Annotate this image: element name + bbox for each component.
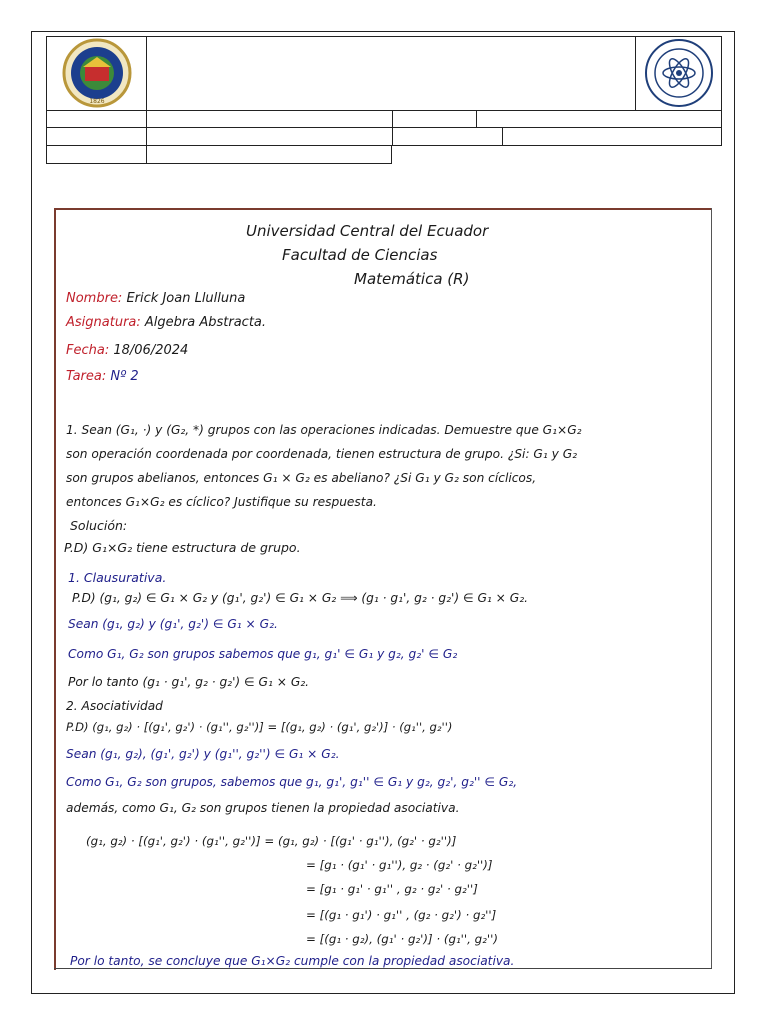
faculty-seal-icon (636, 37, 722, 110)
equation-line: = [g₁ · (g₁' · g₁''), g₂ · (g₂' · g₂'')] (306, 858, 493, 872)
solution-line: Como G₁, G₂ son grupos sabemos que g₁, g₁' ∈ G₁ y g₂, g₂' ∈ G₂ (68, 647, 458, 661)
name-label: Nombre: (66, 291, 123, 306)
heading-faculty: Facultad de Ciencias (282, 246, 438, 264)
problem-statement-line: son grupos abelianos, entonces G₁ × G₂ es abeliano? ¿Si G₁ y G₂ son cíclicos, (66, 471, 537, 485)
header-cell (393, 110, 477, 127)
notebook-margin-line (54, 208, 56, 970)
conclusion-line: Por lo tanto, se concluye que G₁×G₂ cumple con la propiedad asociativa. (70, 954, 515, 968)
equation-line: = [(g₁ · g₂), (g₁' · g₂')] · (g₁'', g₂'') (306, 932, 498, 946)
problem-statement-line: entonces G₁×G₂ es cíclico? Justifique su respuesta. (66, 495, 377, 509)
section-closure-title: 1. Clausurativa. (68, 570, 167, 585)
header-title-cell (147, 37, 635, 110)
header-right-logo-cell (635, 37, 721, 110)
equation-line: = [(g₁ · g₁') · g₁'' , (g₂ · g₂') · g₂''] (306, 908, 497, 922)
solution-line: Como G₁, G₂ son grupos, sabemos que g₁, g₁', g₁'' ∈ G₁ y g₂, g₂', g₂'' ∈ G₂, (66, 775, 518, 789)
heading-university: Universidad Central del Ecuador (246, 222, 489, 240)
solution-line: P.D) (g₁, g₂) · [(g₁', g₂') · (g₁'', g₂'')] = [(g₁, g₂) · (g₁', g₂')] · (g₁'', g₂'') (66, 720, 453, 734)
university-seal-icon (47, 37, 147, 110)
header-row-3 (46, 146, 392, 164)
header-cell (47, 110, 147, 127)
header-row-1 (46, 110, 722, 128)
solution-label: Solución: (70, 518, 128, 533)
homework-line (66, 370, 139, 383)
header-row-2 (46, 128, 722, 146)
header-cell (147, 128, 393, 145)
header-cell (393, 128, 503, 145)
header-cell (147, 110, 393, 127)
date-line (66, 344, 188, 357)
document-header (46, 36, 722, 166)
solution-line: Por lo tanto (g₁ · g₁', g₂ · g₂') ∈ G₁ × G₂. (68, 675, 310, 689)
name-value: Erick Joan Llulluna (126, 291, 246, 306)
solution-line: Sean (g₁, g₂) y (g₁', g₂') ∈ G₁ × G₂. (68, 617, 278, 631)
header-logo-row (46, 36, 722, 111)
homework-label: Tarea: (66, 369, 107, 384)
date-value: 18/06/2024 (113, 343, 189, 358)
solution-line: además, como G₁, G₂ son grupos tienen la propiedad asociativa. (66, 801, 460, 815)
header-left-logo-cell (47, 37, 147, 110)
problem-statement-line: son operación coordenada por coordenada, tienen estructura de grupo. ¿Si: G₁ y G₂ (66, 447, 578, 461)
solution-line: P.D) G₁×G₂ tiene estructura de grupo. (64, 540, 301, 555)
subject-value: Algebra Abstracta. (144, 315, 267, 330)
equation-line: = [g₁ · g₁' · g₁'' , g₂ · g₂' · g₂''] (306, 882, 478, 896)
equation-line: (g₁, g₂) · [(g₁', g₂') · (g₁'', g₂'')] = (g₁, g₂) · [(g₁' · g₁''), (g₂' · g₂'')] (86, 834, 457, 848)
solution-line: P.D) (g₁, g₂) ∈ G₁ × G₂ y (g₁', g₂') ∈ G₁ × G₂ ⟹ (g₁ · g₁', g₂ · g₂') ∈ G₁ × G₂. (72, 591, 528, 605)
svg-text:1826: 1826 (89, 98, 105, 105)
header-cell (47, 146, 147, 163)
notebook-top-edge (54, 208, 712, 210)
subject-label: Asignatura: (66, 315, 141, 330)
heading-career: Matemática (R) (354, 270, 470, 288)
handwritten-page (54, 208, 712, 970)
date-label: Fecha: (66, 343, 110, 358)
homework-value: Nº 2 (110, 369, 139, 384)
student-name-line (66, 292, 245, 305)
section-associativity-title: 2. Asociatividad (66, 699, 163, 713)
solution-line: Sean (g₁, g₂), (g₁', g₂') y (g₁'', g₂'') ∈ G₁ × G₂. (66, 747, 340, 761)
problem-statement-line: 1. Sean (G₁, ·) y (G₂, *) grupos con las operaciones indicadas. Demuestre que G₁×G₂ (66, 423, 582, 437)
notebook-right-edge (711, 208, 712, 968)
notebook-bottom-edge (54, 968, 712, 969)
subject-line (66, 316, 266, 329)
header-cell (47, 128, 147, 145)
